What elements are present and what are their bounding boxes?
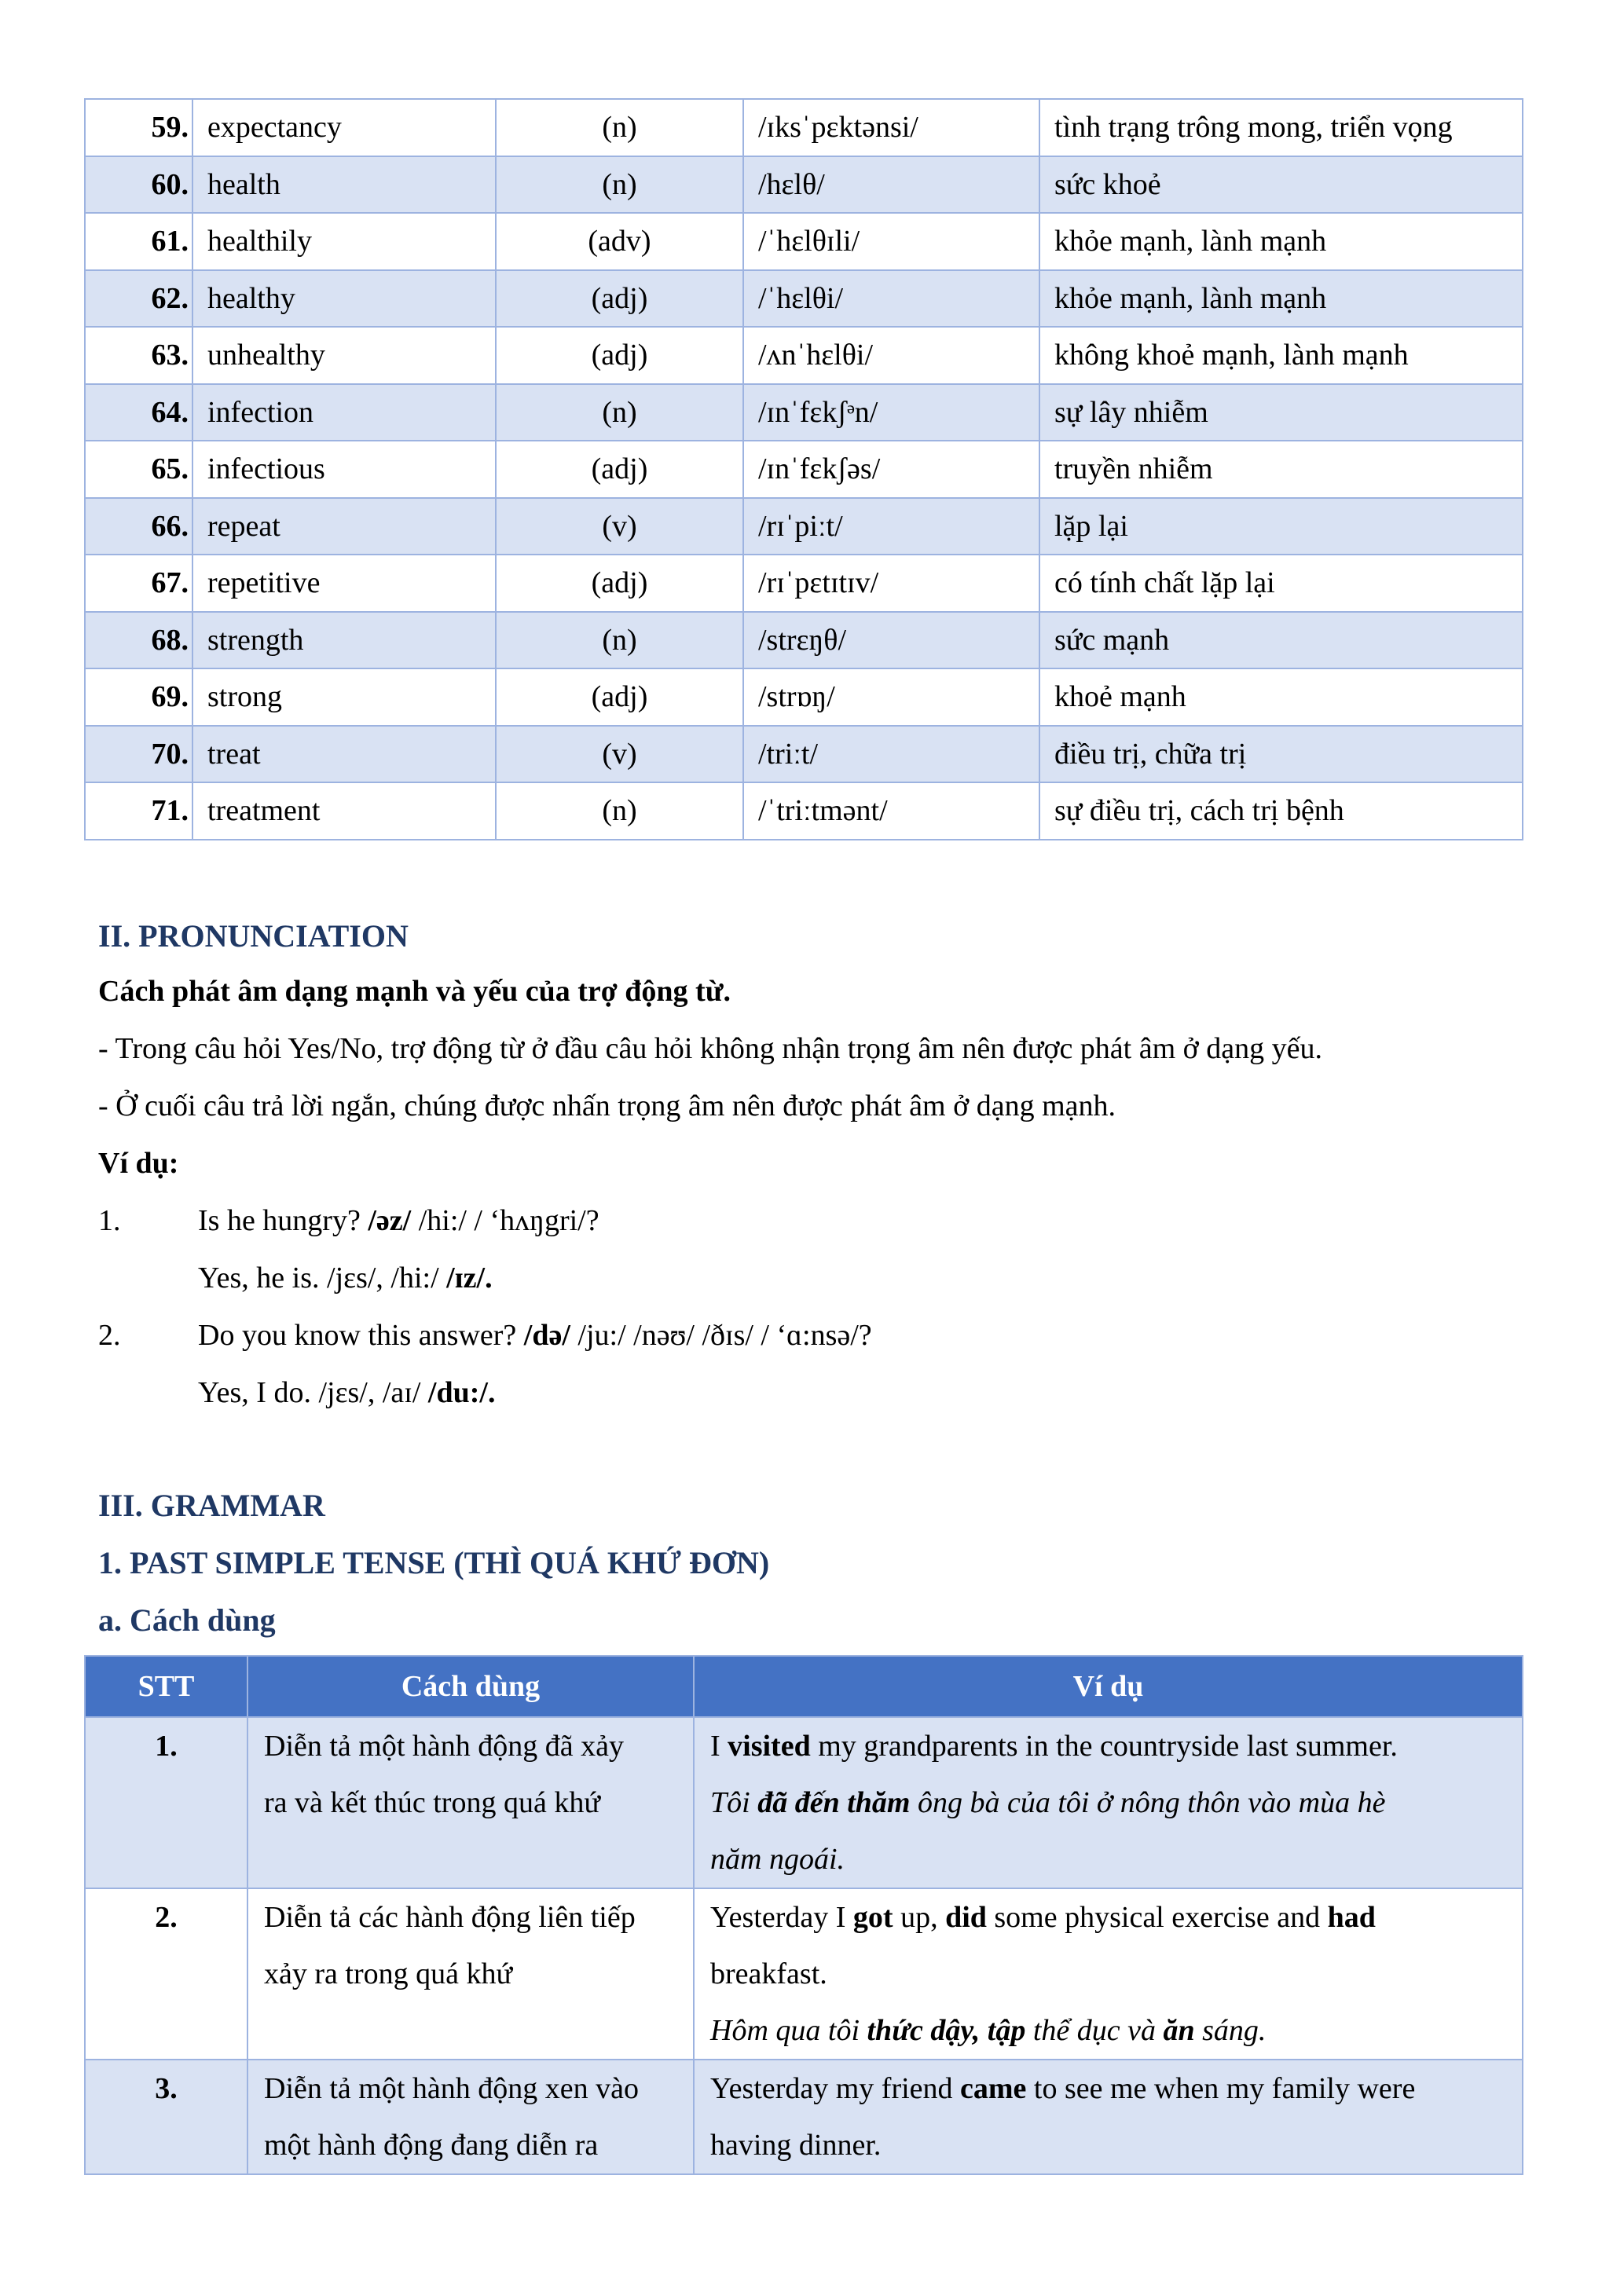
part-of-speech-cell: (v) xyxy=(496,498,743,555)
pronunciation-rule-2: - Ở cuối câu trả lời ngắn, chúng được nhấn trọng âm nên được phát âm ở dạng mạnh. xyxy=(98,1089,1116,1122)
grammar-usage-table xyxy=(84,1655,1523,2175)
row-number: 65. xyxy=(85,441,192,498)
table-row xyxy=(85,327,1523,384)
row-number: 1. xyxy=(85,1717,247,1888)
usage-cell: Diễn tả các hành động liên tiếp xảy ra trong quá khứ xyxy=(247,1888,694,2060)
vocabulary-table xyxy=(84,98,1523,840)
table-row xyxy=(85,156,1523,214)
meaning-cell: sức khoẻ xyxy=(1039,156,1523,214)
table-row xyxy=(85,99,1523,156)
pronunciation-rule-1: - Trong câu hỏi Yes/No, trợ động từ ở đầu câu hỏi không nhận trọng âm nên được phát âm ở dạng yếu. xyxy=(98,1032,1322,1065)
row-number: 66. xyxy=(85,498,192,555)
table-row xyxy=(85,384,1523,441)
example-question: Is he hungry? /əz/ /hi:/ / ‘hʌŋgri/? xyxy=(198,1204,599,1237)
row-number: 2. xyxy=(85,1888,247,2060)
grammar-section-title: 1. PAST SIMPLE TENSE (THÌ QUÁ KHỨ ĐƠN) xyxy=(98,1545,770,1580)
row-number: 60. xyxy=(85,156,192,214)
part-of-speech-cell: (adj) xyxy=(496,270,743,328)
column-header-stt: STT xyxy=(85,1656,247,1717)
pronunciation-subheading: Cách phát âm dạng mạnh và yếu của trợ động từ. xyxy=(98,975,731,1008)
ipa-cell: /hɛlθ/ xyxy=(743,156,1039,214)
example-cell: Yesterday my friend came to see me when my family were having dinner. xyxy=(694,2060,1523,2174)
example-question: Do you know this answer? /də/ /ju:/ /nəʊ/ /ðɪs/ / ‘ɑ:nsə/? xyxy=(198,1319,872,1352)
row-number: 69. xyxy=(85,668,192,726)
word-cell: expectancy xyxy=(192,99,496,156)
vocabulary-table-body xyxy=(85,99,1523,840)
table-row xyxy=(85,270,1523,328)
row-number: 67. xyxy=(85,555,192,612)
meaning-cell: tình trạng trông mong, triển vọng xyxy=(1039,99,1523,156)
meaning-cell: khỏe mạnh, lành mạnh xyxy=(1039,270,1523,328)
word-cell: healthily xyxy=(192,213,496,270)
ipa-cell: /ɪnˈfɛkʃəs/ xyxy=(743,441,1039,498)
meaning-cell: sức mạnh xyxy=(1039,612,1523,669)
example-label: Ví dụ: xyxy=(98,1147,179,1180)
part-of-speech-cell: (n) xyxy=(496,612,743,669)
meaning-cell: có tính chất lặp lại xyxy=(1039,555,1523,612)
ipa-cell: /ɪksˈpɛktənsi/ xyxy=(743,99,1039,156)
ipa-cell: /ˈhɛlθi/ xyxy=(743,270,1039,328)
row-number: 70. xyxy=(85,726,192,783)
meaning-cell: sự lây nhiễm xyxy=(1039,384,1523,441)
ipa-cell: /ɪnˈfɛkʃᵊn/ xyxy=(743,384,1039,441)
word-cell: treat xyxy=(192,726,496,783)
ipa-cell: /ˈtriːtmənt/ xyxy=(743,782,1039,840)
example-number: 2. xyxy=(98,1319,121,1352)
row-number: 71. xyxy=(85,782,192,840)
ipa-cell: /ˈhɛlθɪli/ xyxy=(743,213,1039,270)
row-number: 62. xyxy=(85,270,192,328)
table-row xyxy=(85,726,1523,783)
row-number: 63. xyxy=(85,327,192,384)
table-row xyxy=(85,441,1523,498)
word-cell: unhealthy xyxy=(192,327,496,384)
part-of-speech-cell: (n) xyxy=(496,782,743,840)
ipa-cell: /ʌnˈhɛlθi/ xyxy=(743,327,1039,384)
part-of-speech-cell: (adj) xyxy=(496,668,743,726)
row-number: 3. xyxy=(85,2060,247,2174)
table-row xyxy=(85,555,1523,612)
usage-cell: Diễn tả một hành động đã xảy ra và kết thúc trong quá khứ xyxy=(247,1717,694,1888)
usage-cell: Diễn tả một hành động xen vào một hành động đang diễn ra xyxy=(247,2060,694,2174)
meaning-cell: lặp lại xyxy=(1039,498,1523,555)
row-number: 61. xyxy=(85,213,192,270)
ipa-cell: /strɛŋθ/ xyxy=(743,612,1039,669)
table-row xyxy=(85,2060,1523,2174)
meaning-cell: điều trị, chữa trị xyxy=(1039,726,1523,783)
example-answer: Yes, he is. /jɛs/, /hi:/ /ɪz/. xyxy=(198,1262,493,1294)
column-header-example: Ví dụ xyxy=(694,1656,1523,1717)
part-of-speech-cell: (adj) xyxy=(496,555,743,612)
ipa-cell: /strɒŋ/ xyxy=(743,668,1039,726)
meaning-cell: khỏe mạnh, lành mạnh xyxy=(1039,213,1523,270)
part-of-speech-cell: (n) xyxy=(496,156,743,214)
table-row xyxy=(85,612,1523,669)
meaning-cell: truyền nhiễm xyxy=(1039,441,1523,498)
table-row xyxy=(85,1717,1523,1888)
word-cell: repetitive xyxy=(192,555,496,612)
word-cell: infection xyxy=(192,384,496,441)
word-cell: health xyxy=(192,156,496,214)
part-of-speech-cell: (adv) xyxy=(496,213,743,270)
meaning-cell: sự điều trị, cách trị bệnh xyxy=(1039,782,1523,840)
column-header-usage: Cách dùng xyxy=(247,1656,694,1717)
word-cell: strength xyxy=(192,612,496,669)
part-of-speech-cell: (n) xyxy=(496,384,743,441)
example-cell: I visited my grandparents in the countryside last summer. Tôi đã đến thăm ông bà của tôi ở nông thôn vào mùa hè năm ngoái. xyxy=(694,1717,1523,1888)
example-cell: Yesterday I got up, did some physical exercise and had breakfast. Hôm qua tôi thức dậy, tập thể dục và ăn sáng. xyxy=(694,1888,1523,2060)
row-number: 59. xyxy=(85,99,192,156)
example-answer: Yes, I do. /jɛs/, /aɪ/ /du:/. xyxy=(198,1376,496,1409)
row-number: 68. xyxy=(85,612,192,669)
table-row xyxy=(85,1888,1523,2060)
word-cell: healthy xyxy=(192,270,496,328)
ipa-cell: /rɪˈpiːt/ xyxy=(743,498,1039,555)
table-row xyxy=(85,213,1523,270)
meaning-cell: khoẻ mạnh xyxy=(1039,668,1523,726)
grammar-heading: III. GRAMMAR xyxy=(98,1488,325,1523)
word-cell: infectious xyxy=(192,441,496,498)
table-row xyxy=(85,782,1523,840)
ipa-cell: /rɪˈpɛtɪtɪv/ xyxy=(743,555,1039,612)
pronunciation-heading: II. PRONUNCIATION xyxy=(98,918,409,954)
meaning-cell: không khoẻ mạnh, lành mạnh xyxy=(1039,327,1523,384)
example-number: 1. xyxy=(98,1204,121,1237)
row-number: 64. xyxy=(85,384,192,441)
word-cell: strong xyxy=(192,668,496,726)
part-of-speech-cell: (n) xyxy=(496,99,743,156)
ipa-cell: /triːt/ xyxy=(743,726,1039,783)
part-of-speech-cell: (adj) xyxy=(496,441,743,498)
part-of-speech-cell: (adj) xyxy=(496,327,743,384)
table-row xyxy=(85,668,1523,726)
grammar-subsection-title: a. Cách dùng xyxy=(98,1602,276,1638)
word-cell: treatment xyxy=(192,782,496,840)
part-of-speech-cell: (v) xyxy=(496,726,743,783)
table-row xyxy=(85,498,1523,555)
word-cell: repeat xyxy=(192,498,496,555)
